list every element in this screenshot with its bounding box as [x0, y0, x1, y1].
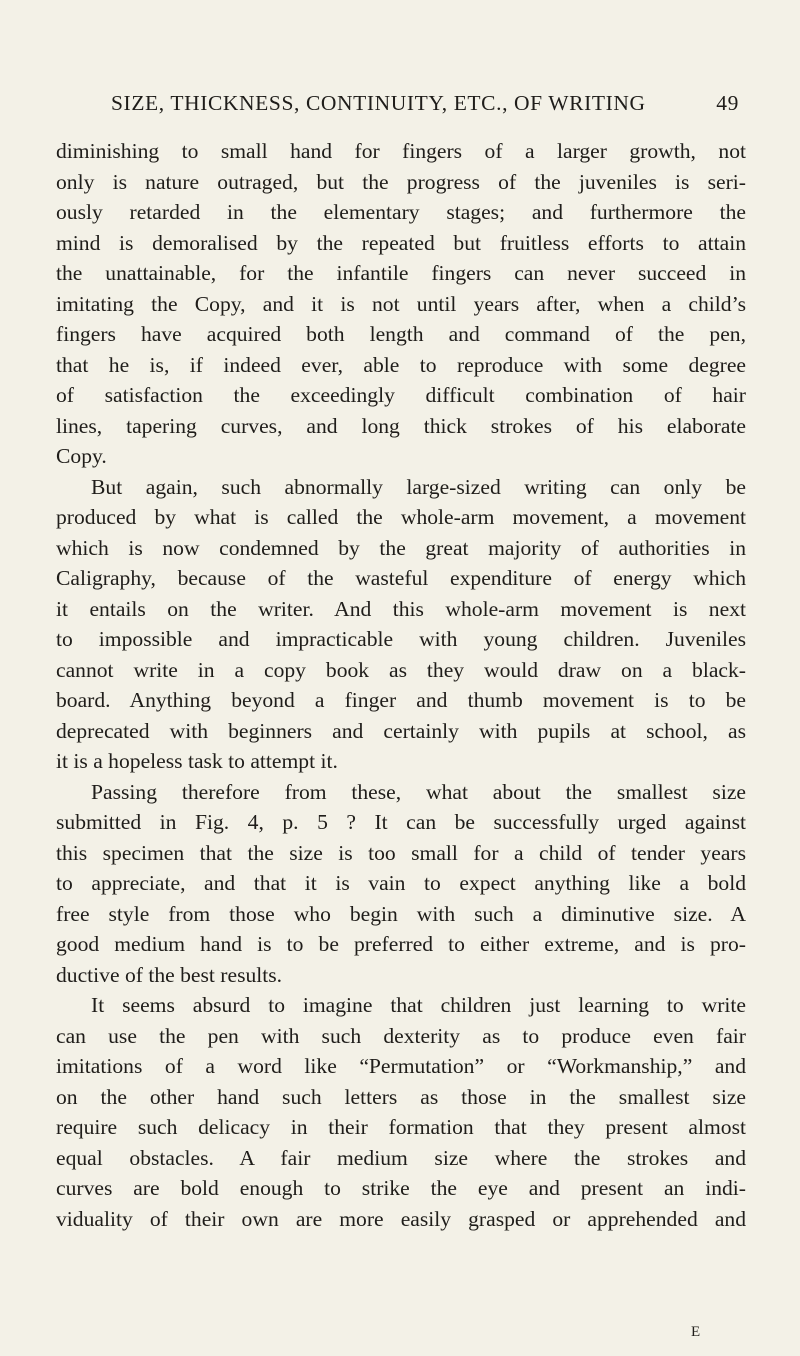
text-line: mind is demoralised by the repeated but fruitless efforts to attain: [56, 230, 746, 255]
text-line: good medium hand is to be preferred to either extreme, and is pro-: [56, 932, 746, 956]
text-line: only is nature outraged, but the progress of the juveniles is seri-: [56, 169, 746, 194]
signature-mark: E: [691, 1324, 702, 1340]
text-line: the unattainable, for the infantile fingers can never succeed in: [56, 261, 746, 285]
body-text: [56, 136, 746, 1234]
text-line: fingers have acquired both length and command of the pen,: [56, 322, 746, 346]
text-line: curves are bold enough to strike the eye and present an indi-: [56, 1176, 746, 1200]
text-line: ductive of the best results.: [56, 962, 283, 987]
running-head-title: SIZE, THICKNESS, CONTINUITY, ETC., OF WRITING: [111, 91, 646, 115]
text-line: equal obstacles. A fair medium size where the strokes and: [56, 1145, 746, 1170]
text-line: produced by what is called the whole-arm movement, a movement: [56, 505, 746, 529]
text-line: diminishing to small hand for fingers of a larger growth, not: [56, 139, 746, 163]
text-line: of satisfaction the exceedingly difficult combination of hair: [56, 383, 746, 407]
text-line: Caligraphy, because of the wasteful expenditure of energy which: [56, 566, 746, 590]
text-line: free style from those who begin with such a diminutive size. A: [56, 901, 746, 926]
text-line: it is a hopeless task to attempt it.: [56, 749, 338, 773]
text-line: can use the pen with such dexterity as to produce even fair: [56, 1023, 746, 1048]
page-number: 49: [716, 91, 739, 115]
text-line: deprecated with beginners and certainly with pupils at school, as: [56, 718, 746, 743]
text-line: to appreciate, and that it is vain to expect anything like a bold: [56, 871, 746, 895]
running-head: [111, 91, 739, 121]
text-line: imitations of a word like “Permutation” or “Workmanship,” and: [56, 1054, 746, 1078]
text-line: cannot write in a copy book as they would draw on a black-: [56, 657, 746, 682]
text-line: require such delicacy in their formation that they present almost: [56, 1115, 746, 1139]
text-line: Passing therefore from these, what about the smallest size: [91, 779, 746, 804]
text-line: viduality of their own are more easily grasped or apprehended and: [56, 1206, 746, 1231]
text-line: imitating the Copy, and it is not until years after, when a child’s: [56, 291, 746, 316]
text-line: It seems absurd to imagine that children just learning to write: [91, 993, 746, 1017]
text-line: lines, tapering curves, and long thick strokes of his elaborate: [56, 413, 746, 438]
text-line: it entails on the writer. And this whole-arm movement is next: [56, 596, 746, 621]
text-line: this specimen that the size is too small for a child of tender years: [56, 840, 746, 865]
text-line: Copy.: [56, 444, 107, 468]
text-line: But again, such abnormally large-sized writing can only be: [91, 474, 746, 499]
text-line: ously retarded in the elementary stages; and furthermore the: [56, 200, 746, 224]
text-line: on the other hand such letters as those in the smallest size: [56, 1084, 746, 1109]
text-line: to impossible and impracticable with young children. Juveniles: [56, 627, 746, 651]
text-line: which is now condemned by the great majority of authorities in: [56, 535, 746, 560]
text-line: that he is, if indeed ever, able to reproduce with some degree: [56, 352, 746, 377]
text-line: board. Anything beyond a finger and thumb movement is to be: [56, 688, 746, 712]
text-line: submitted in Fig. 4, p. 5 ? It can be successfully urged against: [56, 810, 746, 834]
